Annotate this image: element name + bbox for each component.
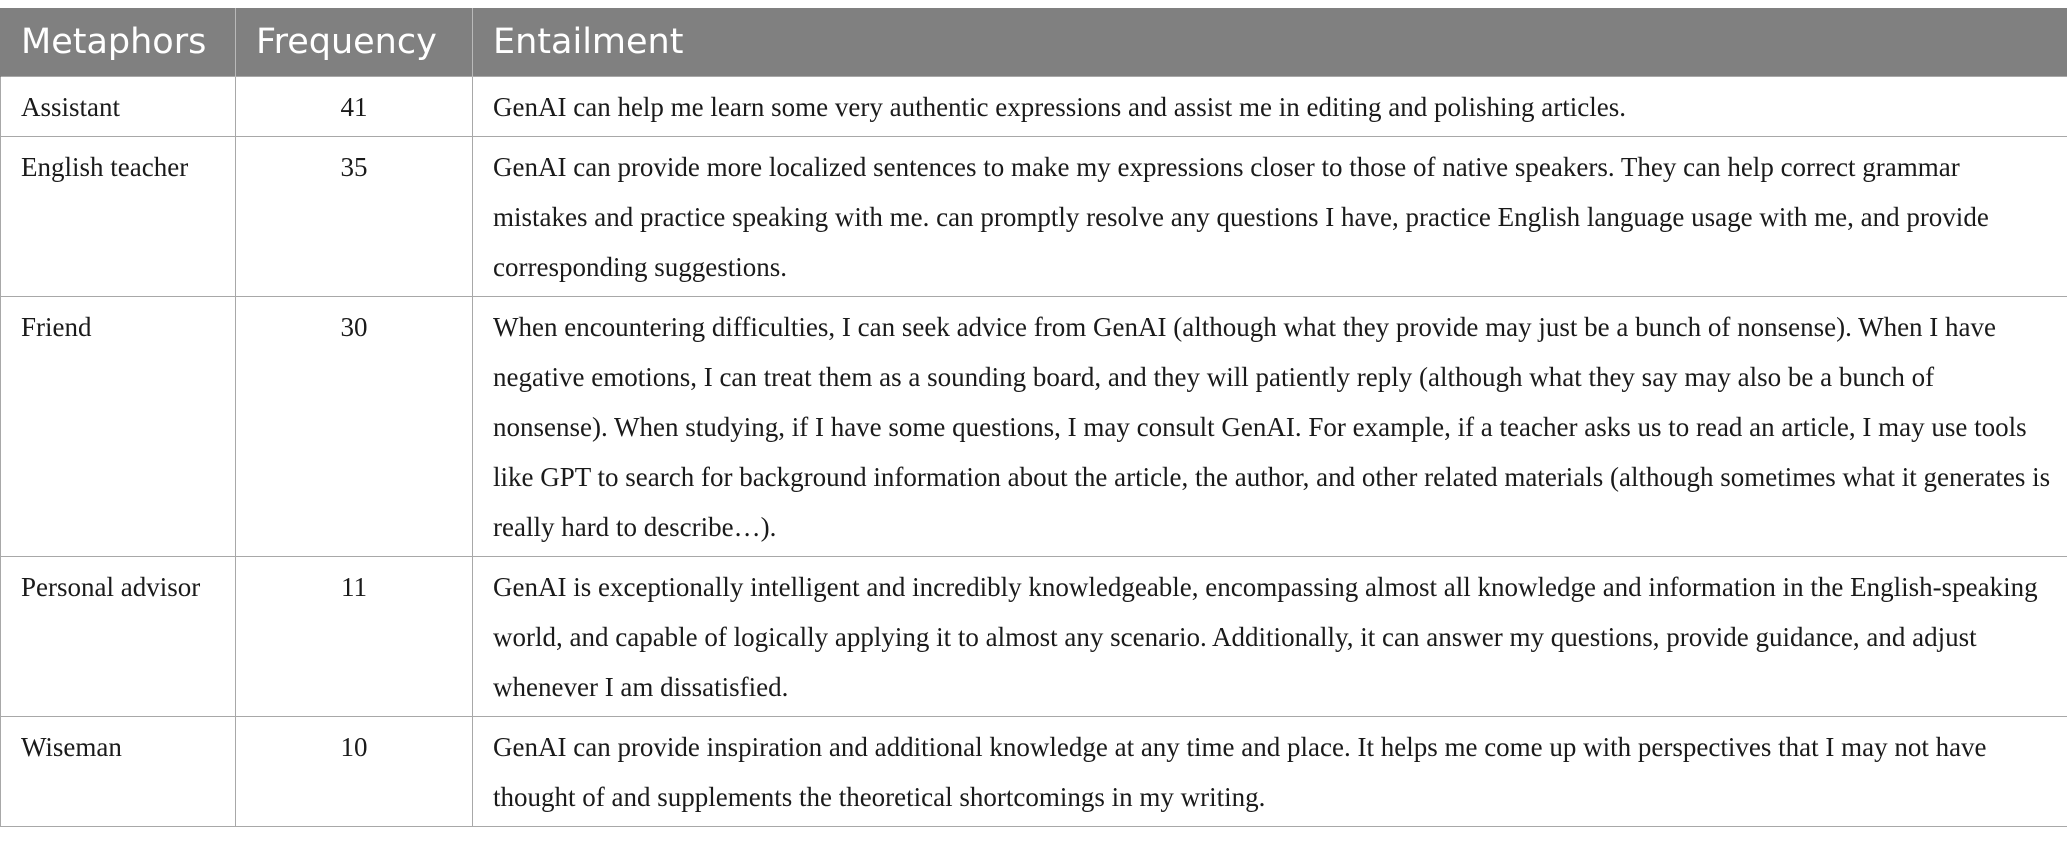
metaphor-table-container (0, 8, 2067, 827)
frequency-cell: 35 (236, 136, 473, 296)
table-body (1, 76, 2067, 826)
frequency-cell: 41 (236, 76, 473, 136)
frequency-cell: 30 (236, 296, 473, 556)
entailment-cell: GenAI can provide more localized sentences to make my expressions closer to those of native speakers. They can help correct grammar mistakes and practice speaking with me. can promptly resolve any questions I have, practice English language usage with me, and provide corresponding suggestions. (473, 136, 2067, 296)
metaphor-cell: Friend (1, 296, 236, 556)
frequency-cell: 11 (236, 556, 473, 716)
metaphor-table (0, 8, 2067, 827)
entailment-cell: GenAI can help me learn some very authentic expressions and assist me in editing and polishing articles. (473, 76, 2067, 136)
entailment-cell: GenAI is exceptionally intelligent and incredibly knowledgeable, encompassing almost all knowledge and information in the English-speaking world, and capable of logically applying it to almost any scenario. Additionally, it can answer my questions, provide guidance, and adjust whenever I am dissatisfied. (473, 556, 2067, 716)
table-row (1, 76, 2067, 136)
header-metaphors: Metaphors (1, 8, 236, 76)
metaphor-cell: Personal advisor (1, 556, 236, 716)
table-row (1, 556, 2067, 716)
metaphor-cell: Assistant (1, 76, 236, 136)
header-entailment: Entailment (473, 8, 2067, 76)
metaphor-cell: English teacher (1, 136, 236, 296)
frequency-cell: 10 (236, 716, 473, 826)
metaphor-cell: Wiseman (1, 716, 236, 826)
entailment-cell: When encountering difficulties, I can seek advice from GenAI (although what they provide may just be a bunch of nonsense). When I have negative emotions, I can treat them as a sounding board, and they will patiently reply (although what they say may also be a bunch of nonsense). When studying, if I have some questions, I may consult GenAI. For example, if a teacher asks us to read an article, I may use tools like GPT to search for background information about the article, the author, and other related materials (although sometimes what it generates is really hard to describe…). (473, 296, 2067, 556)
header-row (1, 8, 2067, 76)
table-row (1, 136, 2067, 296)
table-row (1, 716, 2067, 826)
entailment-cell: GenAI can provide inspiration and additional knowledge at any time and place. It helps me come up with perspectives that I may not have thought of and supplements the theoretical shortcomings in my writing. (473, 716, 2067, 826)
header-frequency: Frequency (236, 8, 473, 76)
table-header (1, 8, 2067, 76)
table-row (1, 296, 2067, 556)
